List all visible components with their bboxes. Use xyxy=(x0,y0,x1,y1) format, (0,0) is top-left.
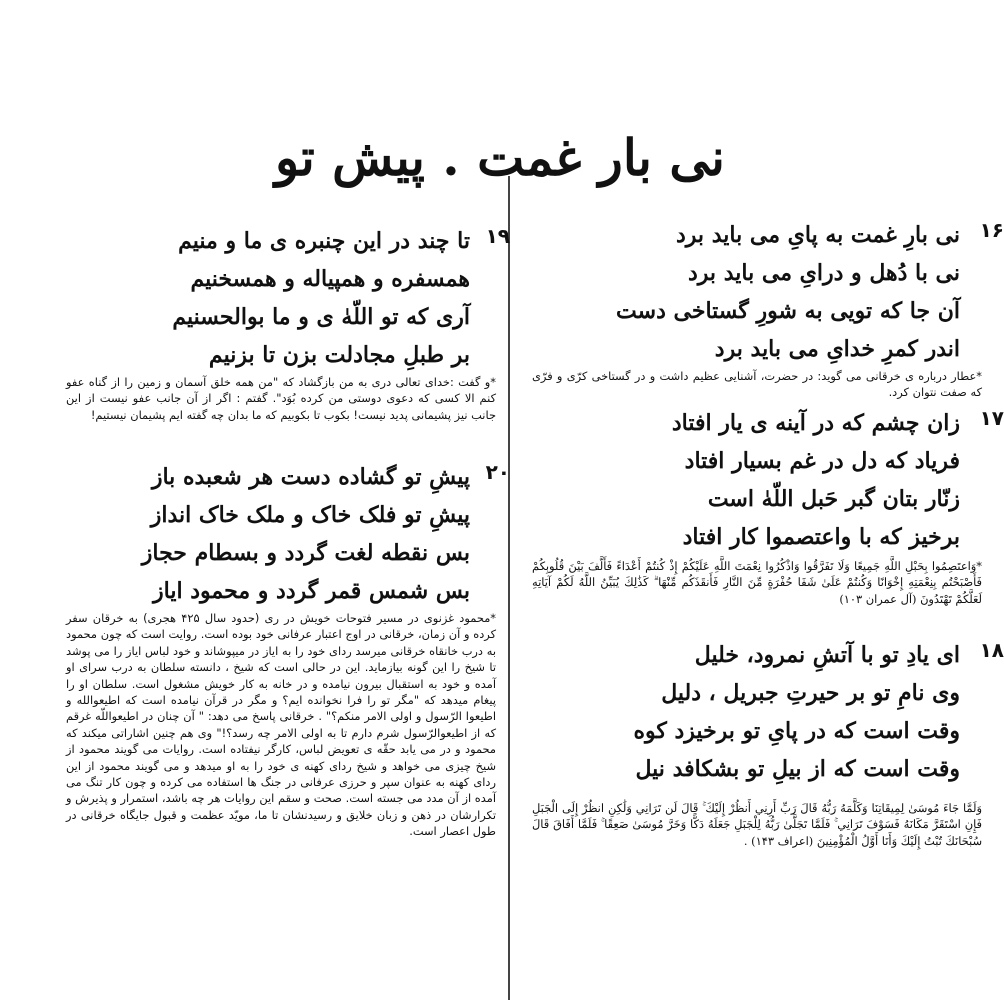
verse-line: همسفره و همپیاله و همسخنیم xyxy=(190,266,470,292)
quatrain-18 xyxy=(560,636,1004,788)
page-title: نی بار غمت . پیش تو xyxy=(275,128,725,187)
verse-line: فریاد که دل در غم بسیار افتاد xyxy=(684,448,960,474)
footnote-20: *محمود غزنوی در مسیر فتوحات خویش در ری (حدود سال ۴۲۵ هجری) به خرقان سفر کرده و آن زمان، خرقانی در اوج اعتبار عرفانی خود بوده است. روایت است که چون محمود به درب خانقاه خرقانی میرسد ردای خود را به ایاز در میپوشاند و خود لباس ایاز را می پوشد تا شیخ را این گونه بیازماید. این در حالی است که شیخ ، دانسته سلطان به درب سرای او آمده و خود به استقبال بیرون نیامده و در خانه به کار خویش مشغول است. سلطان او را پیغام میدهد که "مگر تو را فرا نخوانده ایم؟ و مگر در قرآن نیامده است که اطیعوالله و اطیعوا الرّسول و اولی الامر منکم؟" . خرقانی پاسخ می دهد: " آن چنان در اطیعواللّه غرقم که از اطیعوالرّسول شرم دارم تا به اولی الامر چه رسد؟!" وی هم چنین اشاراتی میکند که محمود و در می یابد حقّه ی تعویض لباس، کارگر نیفتاده است. روایات می گویند محمود از شیخ چیزی می خواهد و شیخ ردای کهنه ی خود را به او میدهد و می گویند محمود از این ردای کهنه به عنوان سپر و حرزی عرفانی در جنگ ها استفاده می کرده و چون کار تنگ می آمده از آن مدد می جسته است. صحت و سقم این روایات هر چه باشد، استمرار و پذیرش و تکرارشان در ذهن و زبان خلایق و رسیدنشان تا ما، مویّد عظمت و قبول جایگاه خرقانی در طول اعصار است. xyxy=(66,611,496,839)
verse-line: بر طبلِ مجادلت بزن تا بزنیم xyxy=(208,342,470,368)
quatrain-number: ۱۶ xyxy=(979,218,1004,242)
verse-line: نی با دُهل و درایِ می باید برد xyxy=(687,260,960,286)
verse-line: وی نامِ تو بر حیرتِ جبریل ، دلیل xyxy=(661,680,960,706)
verse-line: وقت است که در پایِ تو برخیزد کوه xyxy=(633,718,960,744)
quatrain-19 xyxy=(90,222,510,374)
quatrain-number: ۲۰ xyxy=(485,460,510,484)
verse-line: زنّار بتان گبر حَبل اللّهٰ است xyxy=(707,486,960,512)
quatrain-16 xyxy=(560,216,1004,368)
verse-line: پیشِ تو فلک خاک و ملک خاک انداز xyxy=(150,502,470,528)
verse-line: نی بارِ غمت به پایِ می باید برد xyxy=(676,222,960,248)
quatrain-number: ۱۹ xyxy=(485,224,510,248)
quatrain-20 xyxy=(90,458,510,610)
column-divider xyxy=(508,176,510,1000)
verse-line: آری که تو اللّهٰ ی و ما بوالحسنیم xyxy=(172,304,470,330)
footnote-19: *و گفت :خدای تعالی دری به من بازگشاد که "من همه خلق آسمان و زمین را از گناه عفو کنم الا کسی که دعوی دوستی من کرده بُوَد". گفتم : اگر از آن جانب عفو نیست از این جانب نیز پشیمانی پدید نیست! بکوب تا بکوبیم که ما بدان چه گفته ایم پشیمان نیستیم! xyxy=(66,375,496,422)
quatrain-number: ۱۸ xyxy=(979,638,1004,662)
quatrain-number: ۱۷ xyxy=(979,406,1004,430)
verse-line: بس نقطه لغت گردد و بسطام حجاز xyxy=(141,540,470,566)
verse-line: وقت است که از بیلِ تو بشکافد نیل xyxy=(635,756,960,782)
footnote-18: وَلَمَّا جَاءَ مُوسَىٰ لِمِيقَاتِنَا وَكَلَّمَهُ رَبُّهُ قَالَ رَبِّ أَرِنِي أَنظُرْ إِلَيْكَ ۚ قَالَ لَن تَرَانِي وَلَٰكِنِ انظُرْ إِلَى الْجَبَلِ فَإِنِ اسْتَقَرَّ مَكَانَهُ فَسَوْفَ تَرَانِي ۚ فَلَمَّا تَجَلَّىٰ رَبُّهُ لِلْجَبَلِ جَعَلَهُ دَكًّا وَخَرَّ مُوسَىٰ صَعِقًا ۚ فَلَمَّا أَفَاقَ قَالَ سُبْحَانَكَ تُبْتُ إِلَيْكَ وَأَنَا أَوَّلُ الْمُؤْمِنِينَ (اعراف ۱۴۳) . xyxy=(532,801,982,848)
verse-line: ای یادِ تو با آتشِ نمرود، خلیل xyxy=(694,642,960,668)
verse-line: اندر کمرِ خدایِ می باید برد xyxy=(714,336,960,362)
verse-line: برخیز که با واعتصموا کار افتاد xyxy=(682,524,960,550)
quatrain-17 xyxy=(560,404,1004,556)
footnote-16: *عطار درباره ی خرقانی می گوید: در حضرت، آشنایی عظیم داشت و در گستاخی کرّی و فرّی که صفت نتوان کرد. xyxy=(532,369,982,400)
verse-line: آن جا که تویی به شورِ گستاخی دست xyxy=(616,298,960,324)
verse-line: تا چند در این چنبره ی ما و منیم xyxy=(178,228,470,254)
verse-line: زان چشم که در آینه ی یار افتاد xyxy=(671,410,960,436)
verse-line: پیشِ تو گشاده دست هر شعبده باز xyxy=(151,464,470,490)
verse-line: بس شمس قمر گردد و محمود ایاز xyxy=(153,578,470,604)
footnote-17: *وَاعتَصِمُوا بِحَبْلِ اللَّهِ جَمِيعًا وَلَا تَفَرَّقُوا وَاذْكُرُوا نِعْمَتَ اللَّهِ عَلَيْكُمْ إِذْ كُنتُمْ أَعْدَاءً فَأَلَّفَ بَيْنَ قُلُوبِكُمْ فَأَصْبَحْتُم بِنِعْمَتِهِ إِخْوَانًا وَكُنتُمْ عَلَىٰ شَفَا حُفْرَةٍ مِّنَ النَّارِ فَأَنقَذَكُم مِّنْهَا ۗ كَذَٰلِكَ يُبَيِّنُ اللَّهُ لَكُمْ آيَاتِهِ لَعَلَّكُمْ تَهْتَدُونَ (آل عمران ۱۰۳) xyxy=(532,559,982,606)
